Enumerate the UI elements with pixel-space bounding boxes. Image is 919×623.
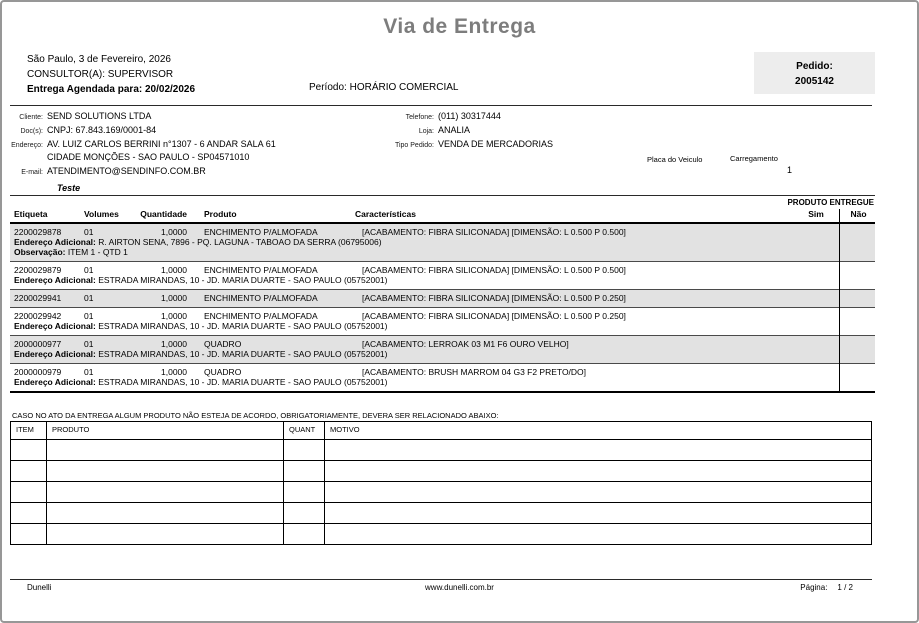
rcell-item	[11, 440, 47, 460]
carregamento-value: 1	[786, 165, 792, 175]
col-caracteristicas: Características	[355, 209, 416, 219]
col-etiqueta: Etiqueta	[14, 209, 48, 219]
endereco-adicional-value: ESTRADA MIRANDAS, 10 - JD. MARIA DUARTE - SAO PAULO (05752001)	[98, 377, 388, 387]
quantidade-cell: 1,0000	[161, 227, 187, 237]
loja-label: Loja:	[418, 128, 434, 135]
etiqueta-cell: 2200029942	[14, 311, 62, 321]
return-table-header	[11, 422, 871, 439]
produto-cell: ENCHIMENTO P/ALMOFADA	[204, 293, 318, 303]
observacao-value: ITEM 1 - QTD 1	[67, 247, 128, 257]
volumes-cell: 01	[84, 311, 94, 321]
page-title: Via de Entrega	[383, 15, 536, 38]
caracteristicas-cell: [ACABAMENTO: FIBRA SILICONADA] [DIMENSÃO: L 0.500 P 0.500]	[362, 227, 626, 237]
footer-website: www.dunelli.com.br	[425, 583, 494, 592]
rcell-quant	[284, 524, 325, 544]
endereco-adicional-label: Endereço Adicional:	[14, 275, 99, 285]
rcell-produto	[47, 482, 284, 502]
caracteristicas-cell: [ACABAMENTO: FIBRA SILICONADA] [DIMENSÃO: L 0.500 P 0.250]	[362, 311, 626, 321]
col-sim: Sim	[808, 209, 824, 219]
tipo-pedido-row	[362, 139, 553, 149]
return-table-empty-row	[11, 439, 871, 460]
col-quantidade: Quantidade	[140, 209, 187, 219]
endereco-adicional-value: ESTRADA MIRANDAS, 10 - JD. MARIA DUARTE - SAO PAULO (05752001)	[98, 275, 388, 285]
product-row-main	[10, 367, 875, 377]
product-row	[10, 336, 875, 364]
rcell-produto	[47, 524, 284, 544]
docs-value: CNPJ: 67.843.169/0001-84	[47, 125, 157, 135]
endereco-adicional-line	[14, 275, 875, 285]
rcell-item	[11, 461, 47, 481]
footer-divider	[10, 579, 872, 580]
return-table	[10, 421, 872, 545]
entrega-line	[27, 82, 195, 97]
rcol-motivo: MOTIVO	[330, 425, 360, 434]
email-label: E-mail:	[21, 169, 43, 176]
etiqueta-cell: 2200029879	[14, 265, 62, 275]
endereco-adicional-label: Endereço Adicional:	[14, 237, 99, 247]
rcell-motivo	[325, 461, 871, 481]
endereco-label: Endereço:	[11, 142, 43, 149]
col-volumes: Volumes	[84, 209, 119, 219]
footer-page	[800, 583, 853, 592]
col-nao: Não	[850, 209, 867, 219]
caracteristicas-cell: [ACABAMENTO: FIBRA SILICONADA] [DIMENSÃO: L 0.500 P 0.500]	[362, 265, 626, 275]
endereco-adicional-line	[14, 349, 875, 359]
endereco-row	[10, 139, 276, 149]
quantidade-cell: 1,0000	[161, 265, 187, 275]
quantidade-cell: 1,0000	[161, 293, 187, 303]
volumes-cell: 01	[84, 265, 94, 275]
telefone-label: Telefone:	[405, 114, 434, 121]
endereco-adicional-line	[14, 321, 875, 331]
endereco-adicional-line	[14, 377, 875, 387]
pedido-label: Pedido:	[796, 61, 833, 72]
rcell-quant	[284, 503, 325, 523]
rcell-motivo	[325, 524, 871, 544]
return-table-empty-row	[11, 481, 871, 502]
volumes-cell: 01	[84, 339, 94, 349]
product-row-main	[10, 311, 875, 321]
header-left-block	[27, 52, 195, 97]
product-row	[10, 224, 875, 262]
endereco-adicional-label: Endereço Adicional:	[14, 321, 99, 331]
product-row-main	[10, 227, 875, 237]
consultor-value: SUPERVISOR	[107, 69, 174, 80]
entrega-label: Entrega Agendada para:	[27, 84, 143, 95]
return-table-empty-row	[11, 523, 871, 544]
observacao-line	[14, 247, 875, 257]
note-teste: Teste	[57, 183, 81, 193]
product-row	[10, 308, 875, 336]
rcell-produto	[47, 440, 284, 460]
caracteristicas-cell: [ACABAMENTO: BRUSH MARROM 04 G3 F2 PRETO/DO]	[362, 367, 587, 377]
col-produto: Produto	[204, 209, 237, 219]
docs-label: Doc(s):	[20, 128, 43, 135]
rcell-quant	[284, 461, 325, 481]
rcell-item	[11, 524, 47, 544]
rcol-item: ITEM	[11, 422, 47, 439]
endereco-adicional-value: ESTRADA MIRANDAS, 10 - JD. MARIA DUARTE - SAO PAULO (05752001)	[98, 349, 388, 359]
etiqueta-cell: 2200029878	[14, 227, 62, 237]
volumes-cell: 01	[84, 367, 94, 377]
periodo-value: HORÁRIO COMERCIAL	[349, 82, 459, 93]
rcell-motivo	[325, 503, 871, 523]
periodo-line	[309, 82, 459, 93]
product-row	[10, 364, 875, 393]
footer-page-value: 1 / 2	[837, 583, 853, 592]
produto-cell: ENCHIMENTO P/ALMOFADA	[204, 311, 318, 321]
quantidade-cell: 1,0000	[161, 311, 187, 321]
product-rows	[10, 224, 875, 393]
endereco-adicional-value: R. AIRTON SENA, 7896 - PQ. LAGUNA - TABOAO DA SERRA (06795006)	[98, 237, 382, 247]
placa-veiculo-label: Placa do Veiculo	[647, 155, 703, 164]
product-table	[10, 195, 875, 391]
endereco-adicional-line	[14, 237, 875, 247]
etiqueta-cell: 2000000979	[14, 367, 62, 377]
endereco-adicional-label: Endereço Adicional:	[14, 349, 99, 359]
tipo-pedido-value: VENDA DE MERCADORIAS	[438, 139, 554, 149]
footer-company: Dunelli	[27, 583, 52, 592]
entrega-value: 20/02/2026	[145, 84, 196, 95]
rcol-quant: QUANT	[284, 422, 325, 439]
endereco-adicional-label: Endereço Adicional:	[14, 377, 99, 387]
rcell-quant	[284, 440, 325, 460]
product-table-header	[10, 209, 875, 222]
footer-page-label: Página:	[800, 583, 828, 592]
periodo-label: Período:	[309, 82, 347, 93]
city-date: São Paulo, 3 de Fevereiro, 2026	[27, 54, 171, 65]
cliente-label: Cliente:	[19, 114, 43, 121]
carregamento-label: Carregamento	[730, 154, 778, 163]
endereco-row2	[47, 152, 249, 162]
rcell-motivo	[325, 482, 871, 502]
tipo-pedido-label: Tipo Pedido:	[394, 142, 434, 149]
header-divider	[10, 105, 872, 106]
pedido-number: 2005142	[795, 76, 834, 87]
rcell-motivo	[325, 440, 871, 460]
consultor-label: CONSULTOR(A):	[27, 69, 105, 80]
etiqueta-cell: 2200029941	[14, 293, 62, 303]
volumes-cell: 01	[84, 227, 94, 237]
endereco-adicional-value: ESTRADA MIRANDAS, 10 - JD. MARIA DUARTE - SAO PAULO (05752001)	[98, 321, 388, 331]
product-row	[10, 290, 875, 308]
loja-value: ANALIA	[438, 125, 471, 135]
rcell-produto	[47, 503, 284, 523]
produto-cell: ENCHIMENTO P/ALMOFADA	[204, 227, 318, 237]
cliente-value: SEND SOLUTIONS LTDA	[47, 111, 152, 121]
rcell-item	[11, 503, 47, 523]
observacao-label: Observação:	[14, 247, 68, 257]
endereco-line2: CIDADE MONÇÕES - SAO PAULO - SP04571010	[47, 152, 250, 162]
rcell-quant	[284, 482, 325, 502]
telefone-row	[362, 111, 501, 121]
etiqueta-cell: 2000000977	[14, 339, 62, 349]
caracteristicas-cell: [ACABAMENTO: LERROAK 03 M1 F6 OURO VELHO]	[362, 339, 569, 349]
produto-cell: ENCHIMENTO P/ALMOFADA	[204, 265, 318, 275]
email-value: ATENDIMENTO@SENDINFO.COM.BR	[47, 166, 206, 176]
rcell-produto	[47, 461, 284, 481]
product-row-main	[10, 293, 875, 303]
return-table-empty-row	[11, 460, 871, 481]
quantidade-cell: 1,0000	[161, 339, 187, 349]
consultor-line	[27, 67, 195, 82]
produto-cell: QUADRO	[204, 339, 242, 349]
produto-cell: QUADRO	[204, 367, 242, 377]
rcell-item	[11, 482, 47, 502]
rcol-produto: PRODUTO	[47, 422, 284, 439]
product-row-main	[10, 339, 875, 349]
email-row	[10, 166, 206, 176]
caracteristicas-cell: [ACABAMENTO: FIBRA SILICONADA] [DIMENSÃO: L 0.500 P 0.250]	[362, 293, 626, 303]
pedido-box	[754, 52, 875, 94]
cliente-row	[10, 111, 151, 121]
sim-nao-divider	[839, 209, 840, 391]
product-row-main	[10, 265, 875, 275]
return-notice: CASO NO ATO DA ENTREGA ALGUM PRODUTO NÃO ESTEJA DE ACORDO, OBRIGATORIAMENTE, DEVERA SER RELACIONADO ABAIXO:	[12, 411, 499, 420]
telefone-value: (011) 30317444	[438, 111, 501, 121]
product-row	[10, 262, 875, 290]
endereco-line1: AV. LUIZ CARLOS BERRINI n°1307 - 6 ANDAR SALA 61	[47, 139, 276, 149]
volumes-cell: 01	[84, 293, 94, 303]
loja-row	[362, 125, 470, 135]
docs-row	[10, 125, 156, 135]
return-table-empty-row	[11, 502, 871, 523]
quantidade-cell: 1,0000	[161, 367, 187, 377]
produto-entregue-header: PRODUTO ENTREGUE	[787, 198, 874, 207]
